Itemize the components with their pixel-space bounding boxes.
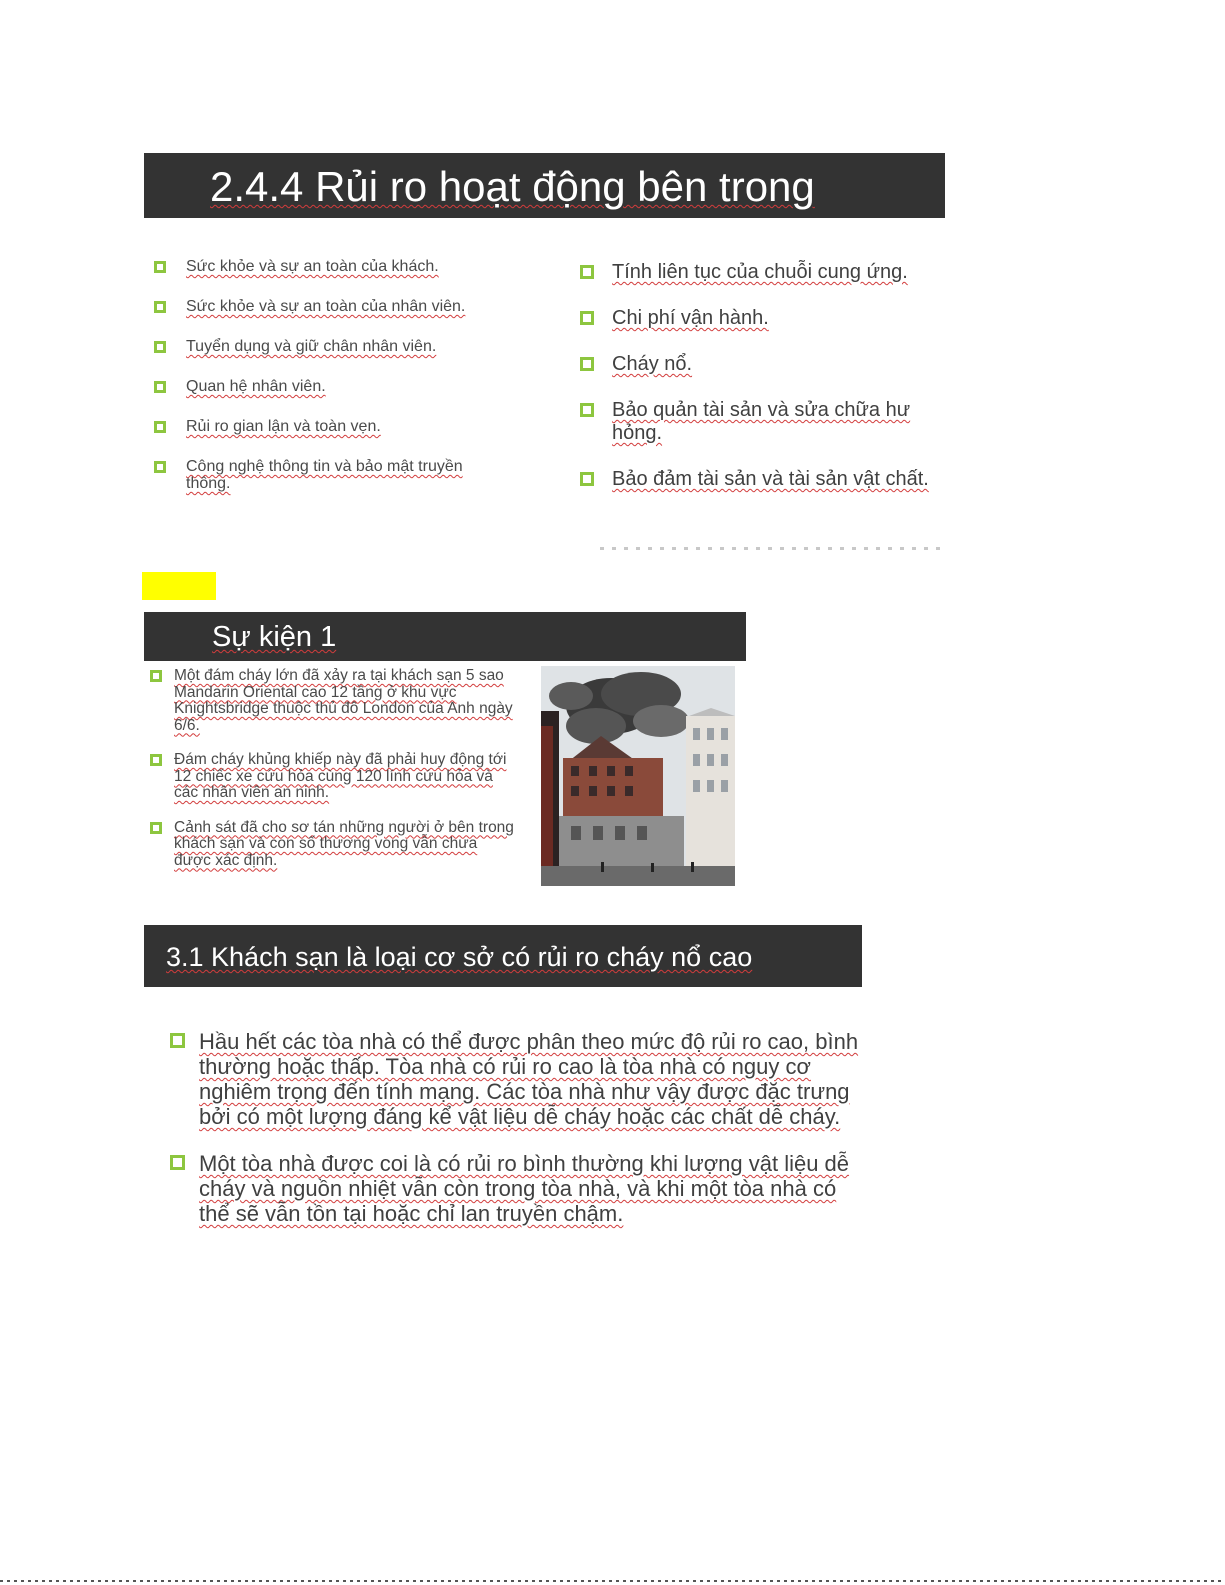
square-bullet-icon [154,381,166,393]
square-bullet-icon [170,1155,185,1170]
list-item: Cảnh sát đã cho sơ tán những người ở bên trong khách sạn và con số thương vong vẫn chưa được xác định. [150,820,515,870]
hotel-fire-photo [541,666,735,886]
square-bullet-icon [170,1033,185,1048]
list-item: Công nghệ thông tin và bảo mật truyền thông. [154,458,494,492]
slide3-title: 3.1 Khách sạn là loại cơ sở có rủi ro cháy nổ cao [144,925,862,987]
list-item: Hầu hết các tòa nhà có thể được phân theo mức độ rủi ro cao, bình thường hoặc thấp. Tòa nhà có rủi ro cao là tòa nhà có nguy cơ nghiêm trọng đến tính mạng. Các tòa nhà như vậy được đặc trưng bởi có một lượng đáng kể vật liệu dễ cháy hoặc các chất dễ cháy. [170,1029,860,1129]
list-item: Quan hệ nhân viên. [154,378,494,395]
slide2-title: Sự kiện 1 [144,612,746,661]
square-bullet-icon [154,301,166,313]
list-item: Sức khỏe và sự an toàn của nhân viên. [154,298,494,315]
page-bottom-border [0,1580,1225,1582]
square-bullet-icon [580,357,594,371]
list-item: Đám cháy khủng khiếp này đã phải huy động tới 12 chiếc xe cứu hỏa cùng 120 lính cứu hỏa và các nhân viên an ninh. [150,752,515,802]
square-bullet-icon [150,822,162,834]
list-item: Bảo quản tài sản và sửa chữa hư hỏng. [580,399,940,445]
square-bullet-icon [580,472,594,486]
slide2-list [150,668,515,887]
list-item: Bảo đảm tài sản và tài sản vật chất. [580,468,940,491]
square-bullet-icon [150,754,162,766]
square-bullet-icon [580,265,594,279]
square-bullet-icon [154,421,166,433]
list-item: Tuyển dụng và giữ chân nhân viên. [154,338,494,355]
list-item: Tính liên tục của chuỗi cung ứng. [580,261,940,284]
square-bullet-icon [154,261,166,273]
yellow-highlight [142,572,216,600]
square-bullet-icon [580,311,594,325]
list-item: Một tòa nhà được coi là có rủi ro bình thường khi lượng vật liệu dễ cháy và nguồn nhiệt vẫn còn trong tòa nhà, và khi một tòa nhà có thể sẽ vẫn tồn tại hoặc chỉ lan truyền chậm. [170,1151,860,1226]
cropped-text-remnant [600,547,940,550]
list-item: Một đám cháy lớn đã xảy ra tại khách sạn 5 sao Mandarin Oriental cao 12 tầng ở khu vực Knightsbridge thuộc thủ đô London của Anh ngày 6/6. [150,668,515,734]
list-item: Chi phí vận hành. [580,307,940,330]
list-item: Cháy nổ. [580,353,940,376]
slide1-left-list [154,258,494,515]
slide1-right-list [580,261,940,514]
square-bullet-icon [154,341,166,353]
square-bullet-icon [150,670,162,682]
slide3-list [170,1029,860,1248]
square-bullet-icon [580,403,594,417]
slide1-title: 2.4.4 Rủi ro hoạt động bên trong [144,153,945,218]
list-item: Rủi ro gian lận và toàn vẹn. [154,418,494,435]
list-item: Sức khỏe và sự an toàn của khách. [154,258,494,275]
square-bullet-icon [154,461,166,473]
